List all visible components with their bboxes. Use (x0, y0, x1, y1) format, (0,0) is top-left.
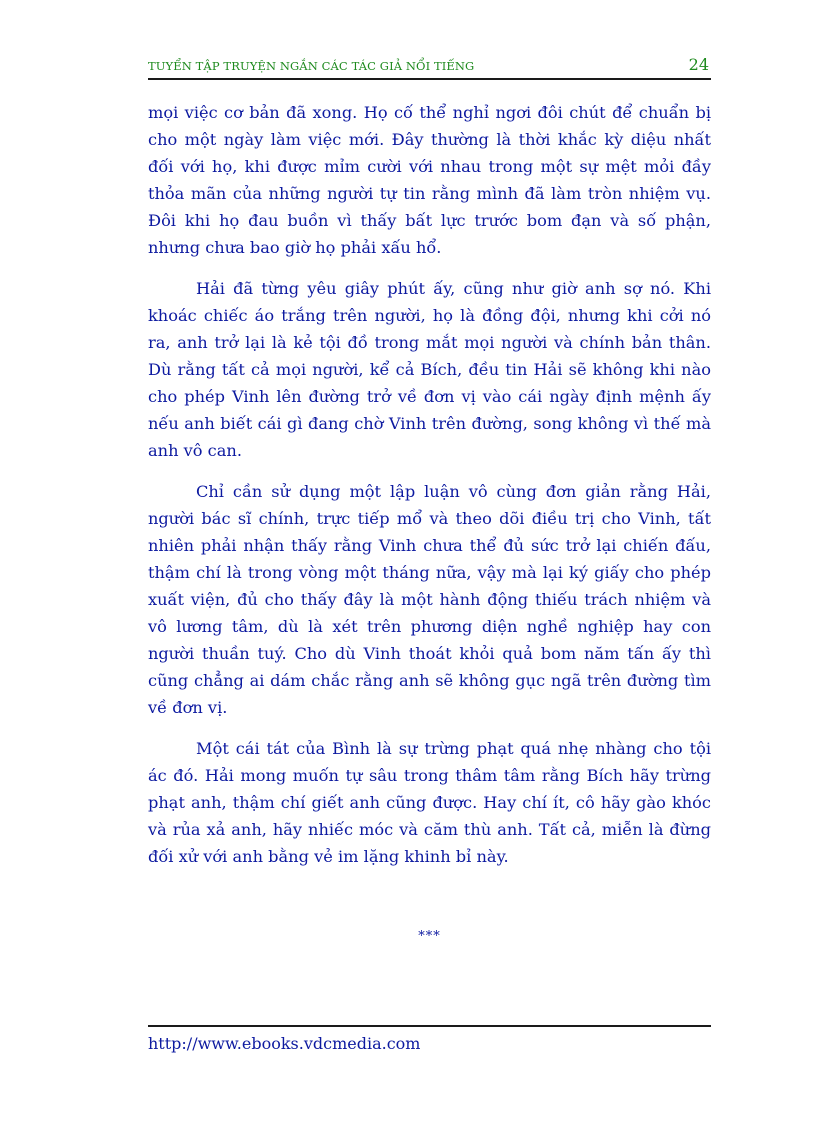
paragraph: Hải đã từng yêu giây phút ấy, cũng như giờ anh sợ nó. Khi khoác chiếc áo trắng trên người, họ là đồng đội, nhưng khi cởi nó ra, anh trở lại là kẻ tội đồ trong mắt mọi người và chính bản thân. Dù rằng tất cả mọi người, kể cả Bích, đều tin Hải sẽ không khi nào cho phép Vinh lên đường trở về đơn vị vào cái ngày định mệnh ấy nếu anh biết cái gì đang chờ Vinh trên đường, song không vì thế mà anh vô can. (148, 279, 711, 460)
story-body (148, 99, 711, 884)
page-header (148, 54, 711, 80)
footer-divider (148, 1025, 711, 1027)
book-title: TUYỂN TẬP TRUYỆN NGẮN CÁC TÁC GIẢ NỔI TIẾNG (148, 59, 475, 73)
page-number: 24 (688, 55, 709, 74)
paragraph: Một cái tát của Bình là sự trừng phạt quá nhẹ nhàng cho tội ác đó. Hải mong muốn tự sâu trong thâm tâm rằng Bích hãy trừng phạt anh, thậm chí giết anh cũng được. Hay chí ít, cô hãy gào khóc và rủa xả anh, hãy nhiếc móc và căm thù anh. Tất cả, miễn là đừng đối xử với anh bằng vẻ im lặng khinh bỉ này. (148, 739, 711, 866)
paragraph-continuation: mọi việc cơ bản đã xong. Họ cố thể nghỉ ngơi đôi chút để chuẩn bị cho một ngày làm việc mới. Đây thường là thời khắc kỳ diệu nhất đối với họ, khi được mỉm cười với nhau trong một sự mệt mỏi đầy thỏa mãn của những người tự tin rằng mình đã làm tròn nhiệm vụ. Đôi khi họ đau buồn vì thấy bất lực trước bom đạn và số phận, nhưng chưa bao giờ họ phải xấu hổ. (148, 103, 711, 257)
paragraph: Chỉ cần sử dụng một lập luận vô cùng đơn giản rằng Hải, người bác sĩ chính, trực tiếp mổ và theo dõi điều trị cho Vinh, tất nhiên phải nhận thấy rằng Vinh chưa thể đủ sức trở lại chiến đấu, thậm chí là trong vòng một tháng nữa, vậy mà lại ký giấy cho phép xuất viện, đủ cho thấy đây là một hành động thiếu trách nhiệm và vô lương tâm, dù là xét trên phương diện nghề nghiệp hay con người thuần tuý. Cho dù Vinh thoát khỏi quả bom năm tấn ấy thì cũng chẳng ai dám chắc rằng anh sẽ không gục ngã trên đường tìm về đơn vị. (148, 482, 711, 717)
section-separator: *** (418, 929, 441, 944)
footer-url-link[interactable]: http://www.ebooks.vdcmedia.com (148, 1034, 421, 1053)
